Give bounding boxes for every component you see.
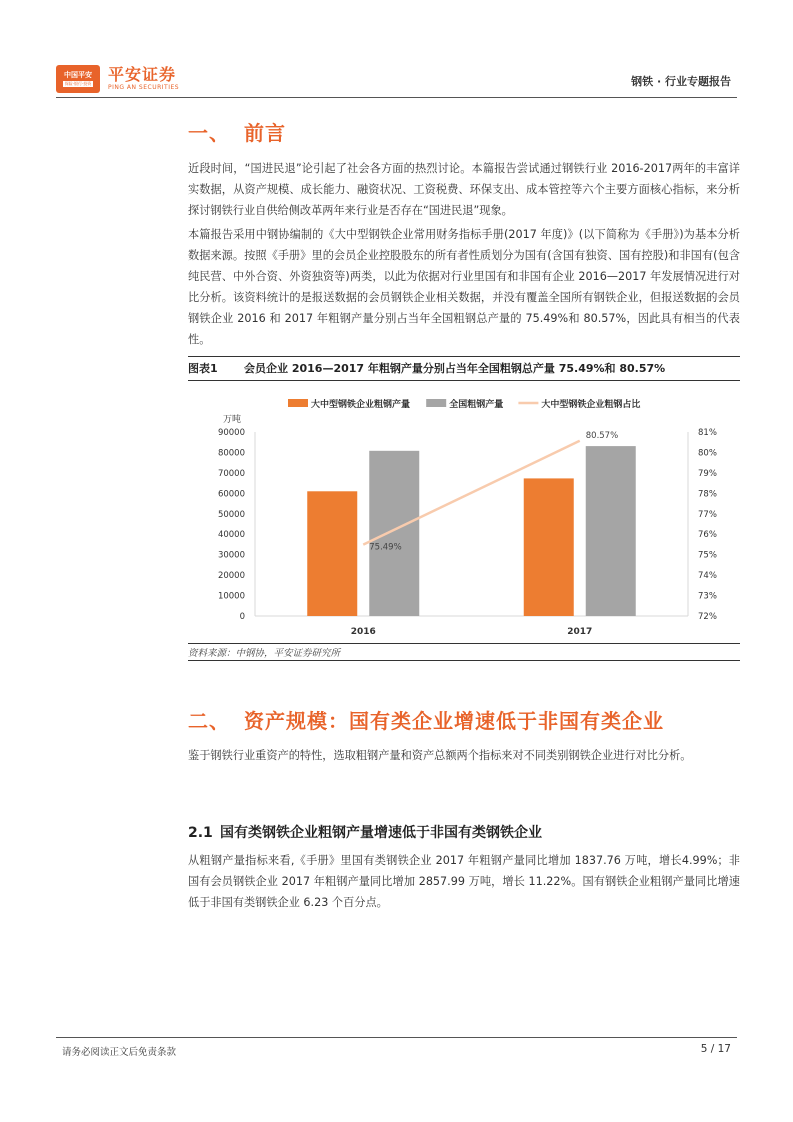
- section-1-paragraph-1: 近段时间，“国进民退”论引起了社会各方面的热烈讨论。本篇报告尝试通过钢铁行业 2016-2017两年的丰富详实数据，从资产规模、成长能力、融资状况、工资税费、环保支出、成本管控等六个主要方面核心指标，来分析探讨钢铁行业自供给侧改革两年来行业是否存在“国进民退”现象。: [188, 162, 740, 217]
- section-2-1-paragraph-1: 从粗钢产量指标来看,《手册》里国有类钢铁企业 2017 年粗钢产量同比增加 1837.76 万吨，增长4.99%；非国有会员钢铁企业 2017 年粗钢产量同比增加 2857.99 万吨，增长 11.22%。国有钢铁企业粗钢产量同比增速低于非国有类钢铁企业 6.23 个百分点。: [188, 854, 740, 909]
- ratio-data-label: 80.57%: [585, 430, 619, 441]
- y-tick-label: 10000: [217, 591, 245, 602]
- footer-divider: [56, 1037, 737, 1038]
- section-1-number: 一、: [188, 121, 230, 145]
- bar-national-2017: [586, 446, 636, 616]
- section-2-1-title: 国有类钢铁企业粗钢产量增速低于非国有类钢铁企业: [220, 825, 542, 841]
- figure-chart: [188, 384, 740, 640]
- figure-bottom-rule-2: [188, 660, 740, 661]
- section-2-heading: [188, 705, 664, 734]
- figure-caption: 会员企业 2016—2017 年粗钢产量分别占当年全国粗钢总产量 75.49%和 80.57%: [244, 362, 666, 375]
- y2-tick-label: 74%: [698, 571, 717, 582]
- section-2-paragraph-1: 鉴于钢铁行业重资产的特性，选取粗钢产量和资产总额两个指标来对不同类别钢铁企业进行对比分析。: [188, 749, 692, 762]
- ping-an-badge-icon: [56, 65, 100, 93]
- figure-source: 资料来源：中钢协，平安证券研究所: [188, 648, 341, 659]
- y-tick-label: 60000: [217, 489, 245, 500]
- y2-tick-label: 76%: [698, 530, 717, 541]
- section-2-number: 二、: [188, 709, 230, 733]
- y2-tick-label: 78%: [698, 489, 717, 500]
- figure-title-rule: [188, 380, 740, 381]
- bar-line-chart: [188, 384, 740, 640]
- header-divider: [56, 97, 737, 98]
- x-tick-label: 2016: [350, 627, 376, 637]
- y-tick-label: 30000: [217, 550, 245, 561]
- y-tick-label: 50000: [217, 509, 245, 520]
- figure-bottom-rule-1: [188, 643, 740, 644]
- bar-member-2017: [524, 478, 574, 616]
- y-tick-label: 80000: [217, 448, 245, 459]
- x-tick-label: 2017: [567, 627, 593, 637]
- page-number: 5 / 17: [700, 1043, 731, 1055]
- section-1-title: 前言: [244, 121, 286, 145]
- y-tick-label: 70000: [217, 468, 245, 479]
- logo-name-en: PING AN SECURITIES: [108, 84, 180, 91]
- y2-tick-label: 75%: [698, 550, 717, 561]
- logo-badge-bottom: 保险·银行·投资: [64, 81, 92, 86]
- y2-tick-label: 80%: [698, 448, 717, 459]
- report-type: 钢铁 · 行业专题报告: [631, 75, 731, 88]
- footer-disclaimer: 请务必阅读正文后免责条款: [62, 1047, 177, 1058]
- figure-top-rule: [188, 356, 740, 357]
- bar-national-2016: [369, 451, 419, 616]
- figure-label: 图表1: [188, 362, 218, 375]
- legend-label: 全国粗钢产量: [449, 400, 504, 410]
- y2-tick-label: 79%: [698, 468, 717, 479]
- y2-tick-label: 73%: [698, 591, 717, 602]
- section-2-title: 资产规模：国有类企业增速低于非国有类企业: [244, 709, 664, 733]
- y2-tick-label: 77%: [698, 509, 717, 520]
- y2-tick-label: 81%: [698, 428, 717, 438]
- legend-swatch: [426, 399, 446, 407]
- figure-title: [188, 360, 740, 376]
- company-logo: [56, 64, 179, 94]
- legend-label: 大中型钢铁企业粗钢占比: [541, 400, 641, 410]
- logo-badge-top: 中国平安: [64, 71, 92, 79]
- y-axis-unit: 万吨: [222, 415, 242, 425]
- section-2-1-number: 2.1: [188, 825, 213, 841]
- y-tick-label: 90000: [217, 428, 245, 438]
- bar-member-2016: [307, 491, 357, 616]
- y-tick-label: 40000: [217, 530, 245, 541]
- legend-label: 大中型钢铁企业粗钢产量: [311, 400, 411, 410]
- logo-name-cn: 平安证券: [108, 65, 177, 84]
- section-1-heading: [188, 117, 286, 146]
- y-tick-label: 20000: [217, 571, 245, 582]
- section-2-1-heading: [188, 822, 542, 842]
- y-tick-label: 0: [239, 612, 245, 622]
- section-1-paragraph-2: 本篇报告采用中钢协编制的《大中型钢铁企业常用财务指标手册(2017 年度)》(以下简称为《手册》)为基本分析数据来源。按照《手册》里的会员企业控股股东的所有者性质划分为国有(含国有独资、国有控股)和非国有(包含纯民营、中外合资、外资独资等)两类，以此为依据对行业里国有和非国有企业 2016—2017 年发展情况进行对比分析。该资料统计的是报送数据的会员钢铁企业相关数据，并没有覆盖全国所有钢铁企业，但报送数据的会员钢铁企业 2016 和 2017 年粗钢产量分别占当年全国粗钢总产量的 75.49%和 80.57%，因此具有相当的代表性。: [188, 228, 740, 346]
- ratio-data-label: 75.49%: [369, 542, 402, 553]
- legend-swatch: [288, 399, 308, 407]
- y2-tick-label: 72%: [698, 612, 717, 622]
